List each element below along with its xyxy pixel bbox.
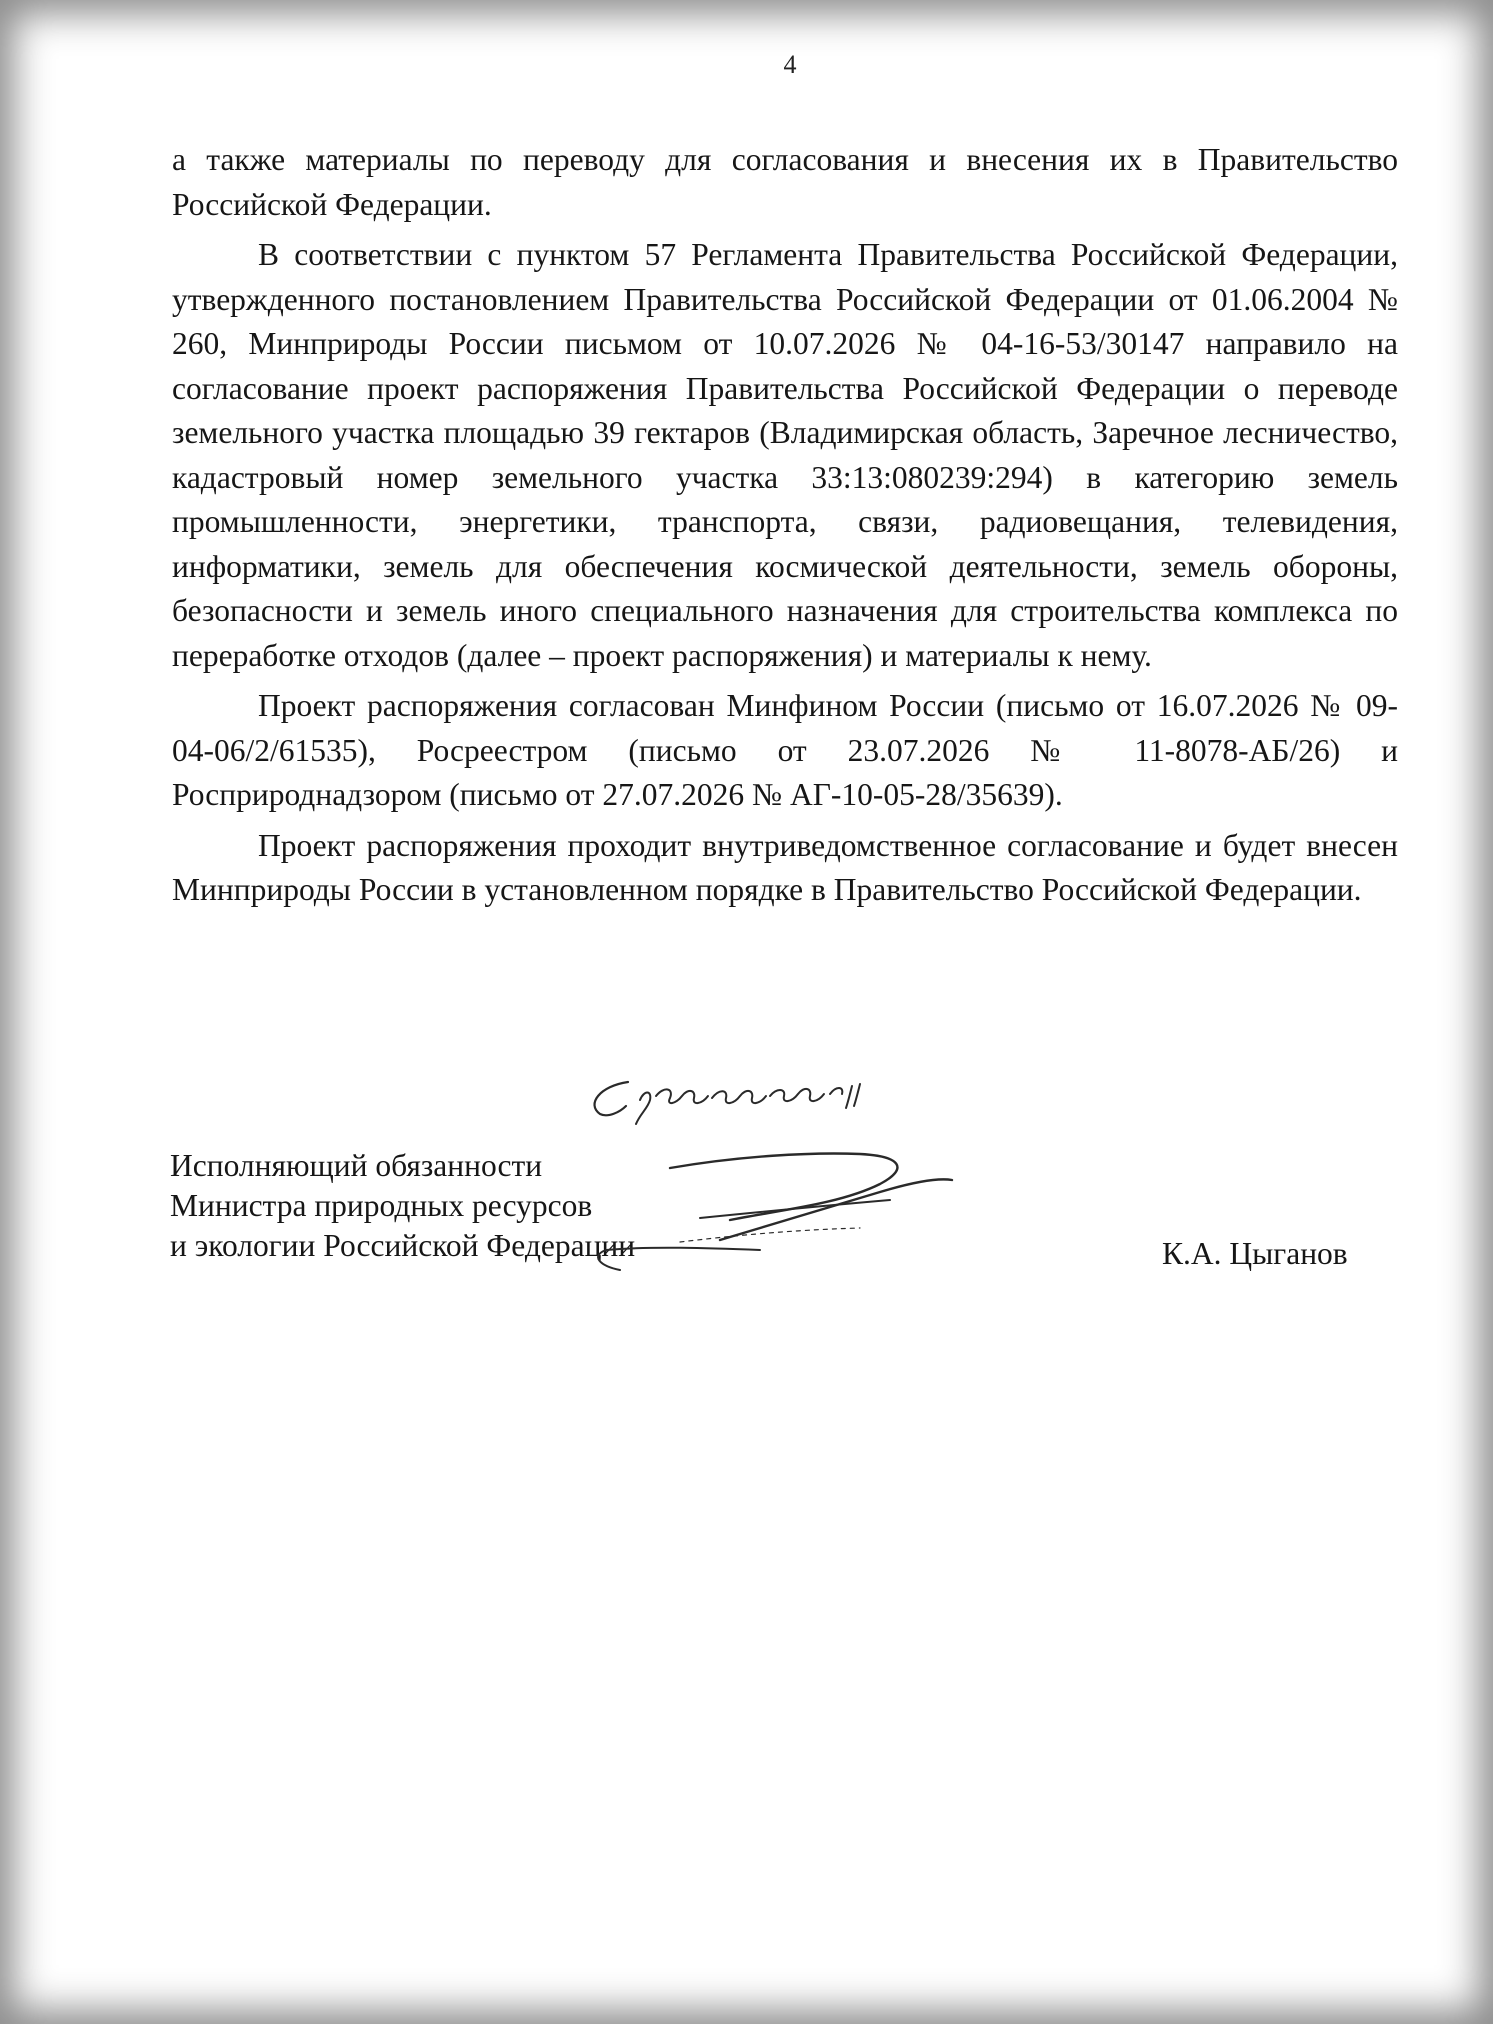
position-line-2: Министра природных ресурсов xyxy=(170,1188,593,1223)
signer-name: К.А. Цыганов xyxy=(1162,1236,1348,1271)
handwritten-signature xyxy=(560,1060,1060,1290)
paragraph-regulation-reference: В соответствии с пунктом 57 Регламента Правительства Российской Федерации, утвержденного постановлением Правительства Российской Федерации от 01.06.2004 № 260, Минприроды России письмом от 10.07.2026 № 04-16-53/30147 направило на согласование проект распоряжения Правительства Российской Федерации о переводе земельного участка площадью 39 гектаров (Владимирская область, Заречное лесничество, кадастровый номер земельного участка 33:13:080239:294) в категорию земель промышленности, энергетики, транспорта, связи, радиовещания, телевидения, информатики, земель для обеспечения космической деятельности, земель обороны, безопасности и земель иного специального назначения для строительства комплекса по переработке отходов (далее – проект распоряжения) и материалы к нему. xyxy=(172,237,1398,673)
paragraph-continuation: а также материалы по переводу для согласования и внесения их в Правительство Российской Федерации. xyxy=(172,142,1398,222)
paragraph-internal-approval: Проект распоряжения проходит внутриведомственное согласование и будет внесен Минприроды России в установленном порядке в Правительство Российской Федерации. xyxy=(172,827,1398,907)
position-line-1: Исполняющий обязанности xyxy=(170,1148,543,1183)
letter-body xyxy=(172,138,1398,919)
position-line-3: и экологии Российской Федерации xyxy=(170,1228,636,1263)
paragraph-approvals: Проект распоряжения согласован Минфином России (письмо от 16.07.2026 № 09-04-06/2/61535), Росреестром (письмо от 23.07.2026 № 11-8078-АБ/26) и Росприроднадзором (письмо от 27.07.2026 № АГ-10-05-28/35639). xyxy=(172,688,1398,812)
page-number: 4 xyxy=(783,50,797,79)
